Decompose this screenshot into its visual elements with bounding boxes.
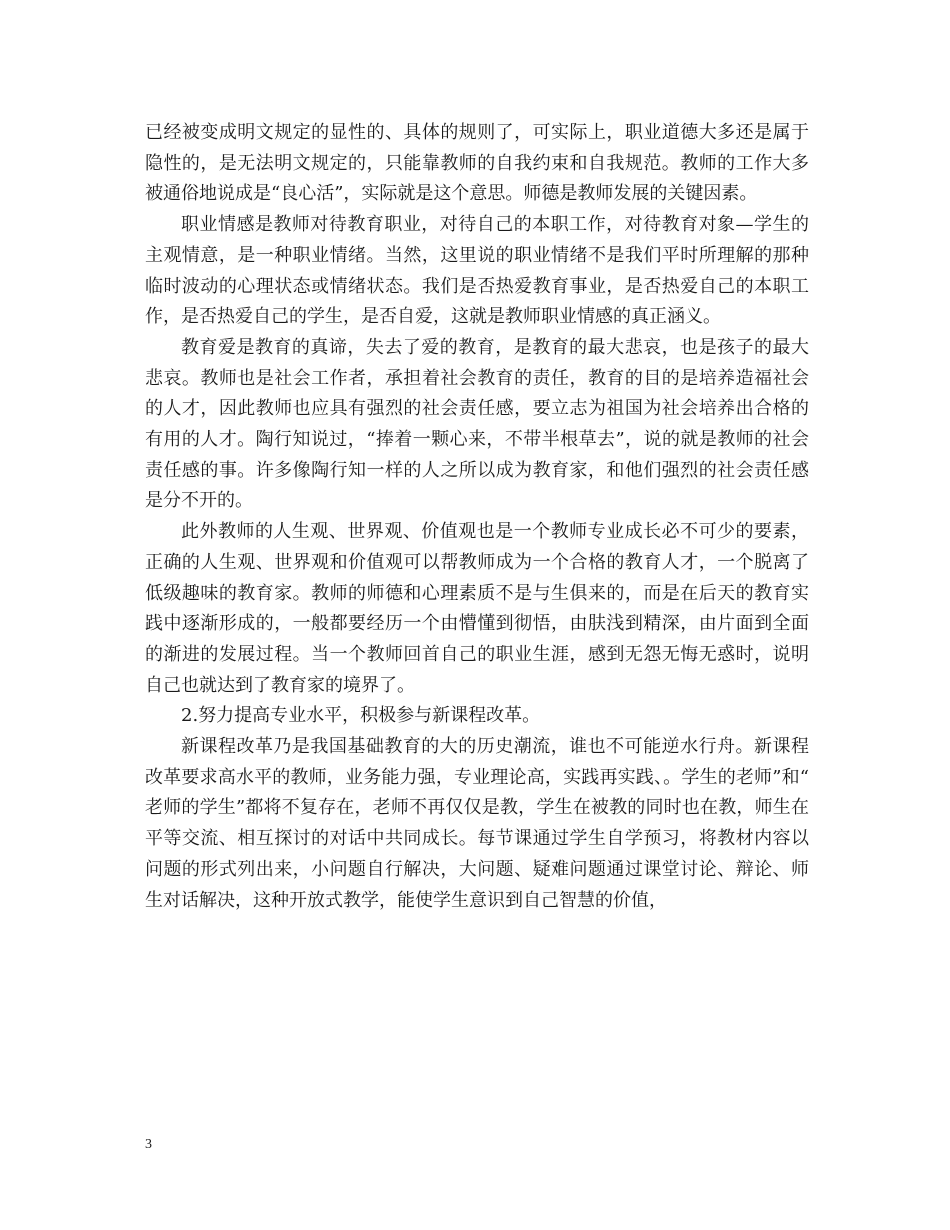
paragraph-3: 教育爱是教育的真谛，失去了爱的教育，是教育的最大悲哀，也是孩子的最大悲哀。教师也是社会工作者，承担着社会教育的责任，教育的目的是培养造福社会的人才，因此教师也应具有强烈的社会责任感，要立志为祖国为社会培养出合格的有用的人才。陶行知说过，“捧着一颗心来，不带半根草去”，说的就是教师的社会责任感的事。许多像陶行知一样的人之所以成为教育家，和他们强烈的社会责任感是分不开的。	[145, 336, 809, 512]
paragraph-1: 已经被变成明文规定的显性的、具体的规则了，可实际上，职业道德大多还是属于隐性的，是无法明文规定的，只能靠教师的自我约束和自我规范。教师的工作大多被通俗地说成是“良心活”，实际就是这个意思。师德是教师发展的关键因素。	[145, 122, 809, 205]
paragraph-2: 职业情感是教师对待教育职业，对待自己的本职工作，对待教育对象—学生的主观情意，是一种职业情绪。当然，这里说的职业情绪不是我们平时所理解的那种临时波动的心理状态或情绪状态。我们是否热爱教育事业，是否热爱自己的本职工作，是否热爱自己的学生，是否自爱，这就是教师职业情感的真正涵义。	[145, 214, 809, 328]
section-heading: 2.努力提高专业水平，积极参与新课程改革。	[181, 705, 541, 727]
body-text	[145, 118, 809, 916]
paragraph-4: 此外教师的人生观、世界观、价值观也是一个教师专业成长必不可少的要素，正确的人生观、世界观和价值观可以帮教师成为一个合格的教育人才，一个脱离了低级趣味的教育家。教师的师德和心理素质不是与生俱来的，而是在后天的教育实践中逐渐形成的，一般都要经历一个由懵懂到彻悟，由肤浅到精深，由片面到全面的渐进的发展过程。当一个教师回首自己的职业生涯，感到无怨无悔无惑时，说明自己也就达到了教育家的境界了。	[145, 521, 809, 696]
page-number: 3	[145, 1137, 152, 1152]
paragraph-5: 新课程改革乃是我国基础教育的大的历史潮流，谁也不可能逆水行舟。新课程改革要求高水平的教师，业务能力强，专业理论高，实践再实践、。学生的老师”和“老师的学生”都将不复存在，老师不再仅仅是教，学生在被教的同时也在教，师生在平等交流、相互探讨的对话中共同成长。每节课通过学生自学预习，将教材内容以问题的形式列出来，小问题自行解决，大问题、疑难问题通过课堂讨论、辩论、师生对话解决，这种开放式教学，能使学生意识到自己智慧的价值，	[145, 736, 809, 911]
